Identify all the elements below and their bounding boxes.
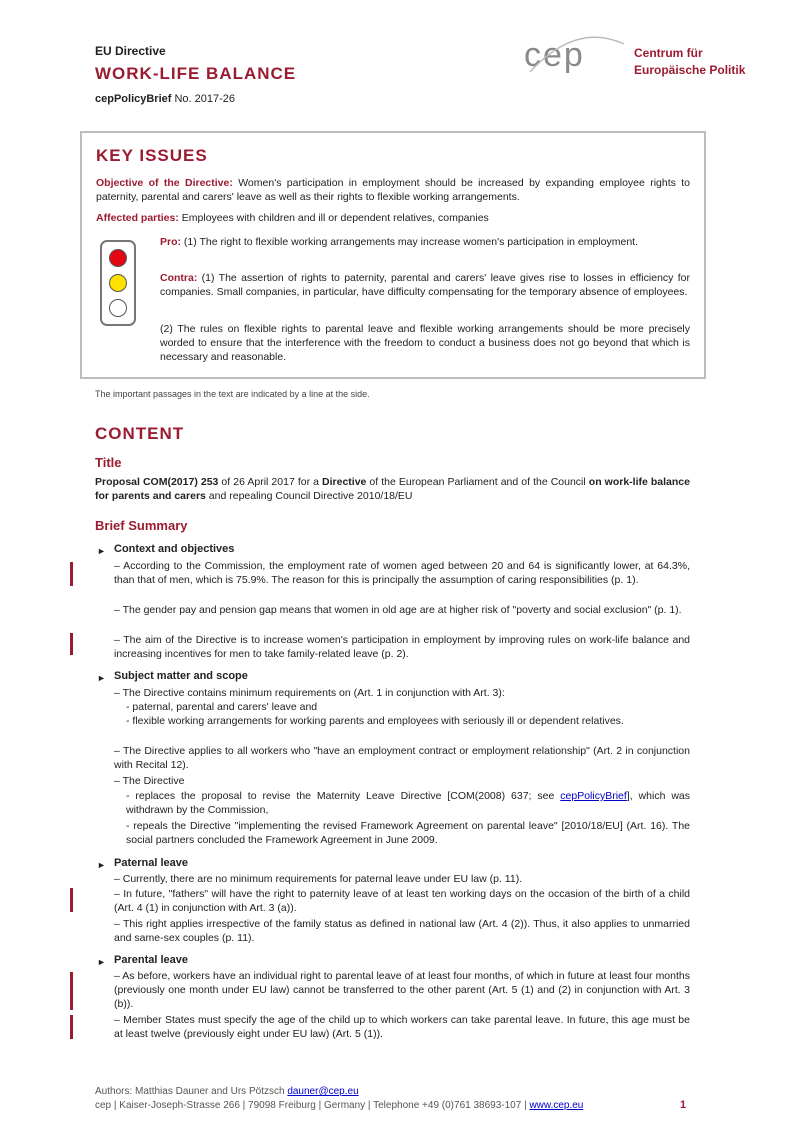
document-type: EU Directive	[95, 44, 166, 58]
proposal-text-2: of the European Parliament and of the Council	[366, 476, 589, 488]
section-parental-title: Parental leave	[114, 954, 188, 966]
scope-item-3a	[126, 789, 690, 817]
bullet-arrow-icon: ►	[97, 860, 106, 870]
cep-logo: cep	[524, 36, 585, 74]
proposal-bold-2: Directive	[322, 476, 367, 488]
proposal-bold-3: on work-life balance for parents and carers	[95, 476, 690, 502]
contra-label: Contra:	[160, 272, 198, 284]
page-number: 1	[680, 1099, 687, 1111]
org-line-2: Europäische Politik	[634, 63, 746, 77]
organization-name	[634, 45, 745, 79]
summary-heading: Brief Summary	[95, 518, 188, 533]
brief-no: No. 2017-26	[171, 93, 236, 105]
affected-text: Employees with children and ill or dependent relatives, companies	[178, 212, 489, 224]
contra-text: (1) The assertion of rights to paternity, parental and carers' leave gives rise to losses in efficiency for companies. Small companies, in particular, have difficulty compensating for the temporary absence of employees.	[160, 272, 690, 298]
proposal-bold-1: Proposal COM(2017) 253	[95, 476, 219, 488]
parental-item-2: – Member States must specify the age of the child up to which workers can take parental leave. In future, this age must be at least twelve (previously eight under EU law) (Art. 5 (1)).	[114, 1014, 690, 1040]
section-paternal-title: Paternal leave	[114, 857, 188, 869]
context-item-3: – The aim of the Directive is to increase women's participation in employment by improving rules on work-life balance and increasing incentives for men to take family-related leave (p. 2).	[114, 634, 690, 660]
scope-item-2: – The Directive applies to all workers who "have an employment contract or employment relationship" (Art. 2 in conjunction with Recital 12).	[114, 745, 690, 771]
pro-text: (1) The right to flexible working arrangements may increase women's participation in employment.	[181, 236, 639, 248]
authors-text: Authors: Matthias Dauner and Urs Pötzsch	[95, 1086, 288, 1097]
scope-item-1: – The Directive contains minimum requirements on (Art. 1 in conjunction with Art. 3):	[114, 687, 505, 699]
objective-label: Objective of the Directive:	[96, 177, 233, 189]
cep-logo-arc-icon	[522, 28, 630, 82]
website-link[interactable]: www.cep.eu	[529, 1100, 584, 1111]
side-marker	[70, 888, 73, 912]
affected-paragraph	[96, 211, 690, 225]
objective-paragraph	[96, 176, 690, 204]
bullet-arrow-icon: ►	[97, 546, 106, 556]
pro-paragraph	[160, 235, 690, 249]
side-marker	[70, 1015, 73, 1039]
context-item-1: – According to the Commission, the employment rate of women aged between 20 and 64 is significantly lower, at 64.3%, than that of men, which is 75.9%. The reason for this is principally the assumption of caring responsibilities (p. 1).	[114, 560, 690, 586]
bullet-arrow-icon: ►	[97, 957, 106, 967]
side-marker	[70, 972, 73, 1010]
objective-text: Women's participation in employment should be increased by expanding employee rights to paternity, parental and carers' leave as well as their rights to flexible working arrangements.	[96, 177, 690, 203]
content-title: CONTENT	[95, 424, 185, 443]
bullet-arrow-icon: ►	[97, 673, 106, 683]
scope-item-3b: - repeals the Directive "implementing the revised Framework Agreement on parental leave" [2010/18/EU] (Art. 16). The social partners concluded the Framework Agreement in June 2009.	[126, 820, 690, 846]
document-title: WORK-LIFE BALANCE	[95, 64, 297, 83]
key-issues-title: KEY ISSUES	[96, 146, 208, 165]
context-item-2: – The gender pay and pension gap means that women in old age are at higher risk of "poverty and social exclusion" (p. 1).	[114, 604, 682, 616]
side-marker	[70, 562, 73, 586]
red-lamp-icon	[109, 249, 127, 267]
paternal-item-2: – In future, "fathers" will have the right to paternity leave of at least ten working days on the occasion of the birth of a child (Art. 4 (1) in conjunction with Art. 3 (a)).	[114, 888, 690, 914]
address-line	[95, 1100, 583, 1111]
cep-policy-brief-link[interactable]: cepPolicyBrief	[560, 790, 627, 802]
proposal-title	[95, 475, 690, 503]
side-line-note: The important passages in the text are indicated by a line at the side.	[95, 389, 370, 399]
affected-label: Affected parties:	[96, 212, 179, 224]
scope-item-3a-pre: - replaces the proposal to revise the Maternity Leave Directive [COM(2008) 637; see	[126, 790, 561, 802]
author-email-link[interactable]: dauner@cep.eu	[287, 1086, 359, 1097]
traffic-light-icon	[100, 240, 136, 326]
brief-number	[95, 93, 235, 105]
brief-prefix: cepPolicyBrief	[95, 93, 172, 105]
off-lamp-icon	[109, 299, 127, 317]
section-scope-title: Subject matter and scope	[114, 670, 248, 682]
scope-item-1a: - paternal, parental and carers' leave and	[126, 701, 318, 713]
scope-item-1b: - flexible working arrangements for working parents and employees with seriously ill or dependent relatives.	[126, 715, 624, 727]
address-text: cep | Kaiser-Joseph-Strasse 266 | 79098 Freiburg | Germany | Telephone +49 (0)761 38693-107 |	[95, 1100, 530, 1111]
org-line-1: Centrum für	[634, 46, 703, 60]
side-marker	[70, 633, 73, 655]
section-context-title: Context and objectives	[114, 543, 235, 555]
scope-item-3a-post: ], which was withdrawn by the Commission,	[126, 790, 691, 816]
authors-line	[95, 1086, 359, 1097]
pro-label: Pro:	[160, 236, 181, 248]
parental-item-1: – As before, workers have an individual right to parental leave of at least four months, of which in future at least four months (previously one month under EU law) cannot be transferred to the other parent (Art. 5 (1) and (2) in conjunction with Art. 3 (b)).	[114, 970, 690, 1010]
scope-item-3: – The Directive	[114, 775, 185, 787]
paternal-item-1: – Currently, there are no minimum requirements for paternal leave under EU law (p. 11).	[114, 873, 523, 885]
yellow-lamp-icon	[109, 274, 127, 292]
proposal-text-3: and repealing Council Directive 2010/18/EU	[205, 490, 413, 502]
contra-paragraph	[160, 271, 690, 299]
contra2-paragraph: (2) The rules on flexible rights to parental leave and flexible working arrangements should be more precisely worded to ensure that the interference with the freedom to conduct a business does not go beyond that which is necessary and reasonable.	[160, 323, 690, 363]
title-heading: Title	[95, 455, 122, 470]
proposal-text-1: of 26 April 2017 for a	[218, 476, 323, 488]
paternal-item-3: – This right applies irrespective of the family status as defined in national law (Art. 4 (2)). Thus, it also applies to unmarried and same-sex couples (p. 11).	[114, 918, 690, 944]
